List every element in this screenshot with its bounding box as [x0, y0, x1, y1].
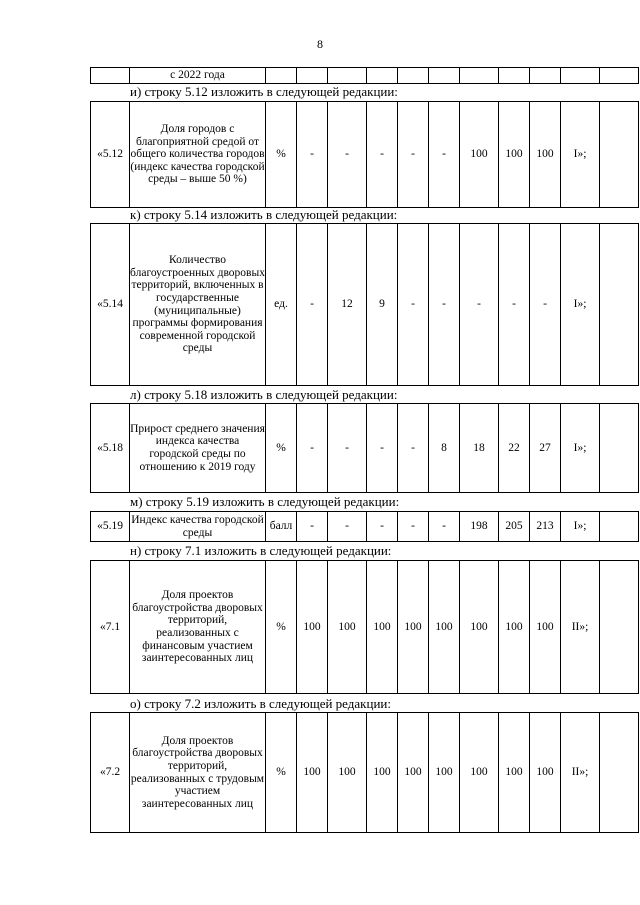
value-cell: 27 [530, 404, 561, 493]
value-cell: 100 [398, 561, 429, 694]
value-cell: 8 [429, 404, 460, 493]
value-cell: - [429, 224, 460, 386]
table-row-5-12 [90, 101, 639, 208]
unit-cell: % [266, 404, 297, 493]
section-instruction: л) строку 5.18 изложить в следующей редакции: [130, 387, 398, 402]
table-row [91, 512, 639, 542]
table-row-5-18 [90, 403, 639, 493]
value-cell: - [398, 224, 429, 386]
value-cell: 100 [499, 713, 530, 833]
value-cell: 100 [460, 102, 499, 208]
value-cell: 100 [530, 102, 561, 208]
value-cell: - [297, 512, 328, 542]
value-cell: - [328, 102, 367, 208]
unit-cell: балл [266, 512, 297, 542]
value-cell: - [460, 224, 499, 386]
value-cell: 12 [328, 224, 367, 386]
level-cell: I»; [561, 512, 600, 542]
value-cell: 100 [530, 713, 561, 833]
value-cell: 100 [460, 561, 499, 694]
value-cell: 100 [367, 713, 398, 833]
value-cell: 100 [460, 713, 499, 833]
value-cell: - [367, 404, 398, 493]
indicator-name: Прирост среднего значения индекса качества городской среды по отношению к 2019 году [130, 404, 266, 493]
value-cell: - [429, 102, 460, 208]
value-cell: 100 [429, 561, 460, 694]
value-cell: 100 [429, 713, 460, 833]
row-number: «7.1 [91, 561, 130, 694]
value-cell: 100 [398, 713, 429, 833]
value-cell: 100 [499, 102, 530, 208]
value-cell: 100 [530, 561, 561, 694]
level-cell: II»; [561, 713, 600, 833]
section-instruction: к) строку 5.14 изложить в следующей редакции: [130, 207, 398, 222]
value-cell: - [398, 404, 429, 493]
indicator-name: Доля проектов благоустройства дворовых территорий, реализованных с трудовым участием заинтересованных лиц [130, 713, 266, 833]
table-row [91, 713, 639, 833]
value-cell: 100 [367, 561, 398, 694]
value-cell: - [499, 224, 530, 386]
value-cell: - [297, 102, 328, 208]
table-fragment-top [90, 67, 639, 84]
table-row-5-19 [90, 511, 639, 542]
value-cell: - [328, 512, 367, 542]
value-cell: 100 [297, 561, 328, 694]
table-row [91, 561, 639, 694]
value-cell: 198 [460, 512, 499, 542]
value-cell: 100 [499, 561, 530, 694]
section-instruction: о) строку 7.2 изложить в следующей редакции: [130, 696, 391, 711]
value-cell: - [429, 512, 460, 542]
level-cell: I»; [561, 224, 600, 386]
level-cell: I»; [561, 404, 600, 493]
section-instruction: н) строку 7.1 изложить в следующей редакции: [130, 543, 392, 558]
page-number: 8 [317, 37, 323, 51]
table-row [91, 404, 639, 493]
row-number: «5.19 [91, 512, 130, 542]
table-row-7-1 [90, 560, 639, 694]
table-row [91, 102, 639, 208]
unit-cell: % [266, 713, 297, 833]
value-cell: 9 [367, 224, 398, 386]
table-cell: с 2022 года [130, 68, 266, 84]
value-cell: - [398, 102, 429, 208]
indicator-name: Доля городов с благоприятной средой от общего количества городов (индекс качества городской среды – выше 50 %) [130, 102, 266, 208]
indicator-name: Доля проектов благоустройства дворовых территорий, реализованных с финансовым участием заинтересованных лиц [130, 561, 266, 694]
row-number: «7.2 [91, 713, 130, 833]
value-cell: - [297, 404, 328, 493]
value-cell: 100 [297, 713, 328, 833]
value-cell: - [530, 224, 561, 386]
value-cell: - [367, 102, 398, 208]
value-cell: 205 [499, 512, 530, 542]
row-number: «5.14 [91, 224, 130, 386]
indicator-name: Индекс качества городской среды [130, 512, 266, 542]
unit-cell: ед. [266, 224, 297, 386]
value-cell: - [367, 512, 398, 542]
row-number: «5.12 [91, 102, 130, 208]
value-cell: 100 [328, 561, 367, 694]
value-cell: - [328, 404, 367, 493]
value-cell: - [398, 512, 429, 542]
value-cell: 18 [460, 404, 499, 493]
row-number: «5.18 [91, 404, 130, 493]
table-row [91, 224, 639, 386]
unit-cell: % [266, 561, 297, 694]
section-instruction: м) строку 5.19 изложить в следующей редакции: [130, 494, 400, 509]
value-cell: 213 [530, 512, 561, 542]
table-row-5-14 [90, 223, 639, 386]
section-instruction: и) строку 5.12 изложить в следующей редакции: [130, 84, 398, 99]
table-row-7-2 [90, 712, 639, 833]
unit-cell: % [266, 102, 297, 208]
indicator-name: Количество благоустроенных дворовых территорий, включенных в государственные (муниципальные) программы формирования современной городской среды [130, 224, 266, 386]
table-row [91, 68, 639, 84]
level-cell: II»; [561, 561, 600, 694]
value-cell: 100 [328, 713, 367, 833]
value-cell: 22 [499, 404, 530, 493]
level-cell: I»; [561, 102, 600, 208]
value-cell: - [297, 224, 328, 386]
